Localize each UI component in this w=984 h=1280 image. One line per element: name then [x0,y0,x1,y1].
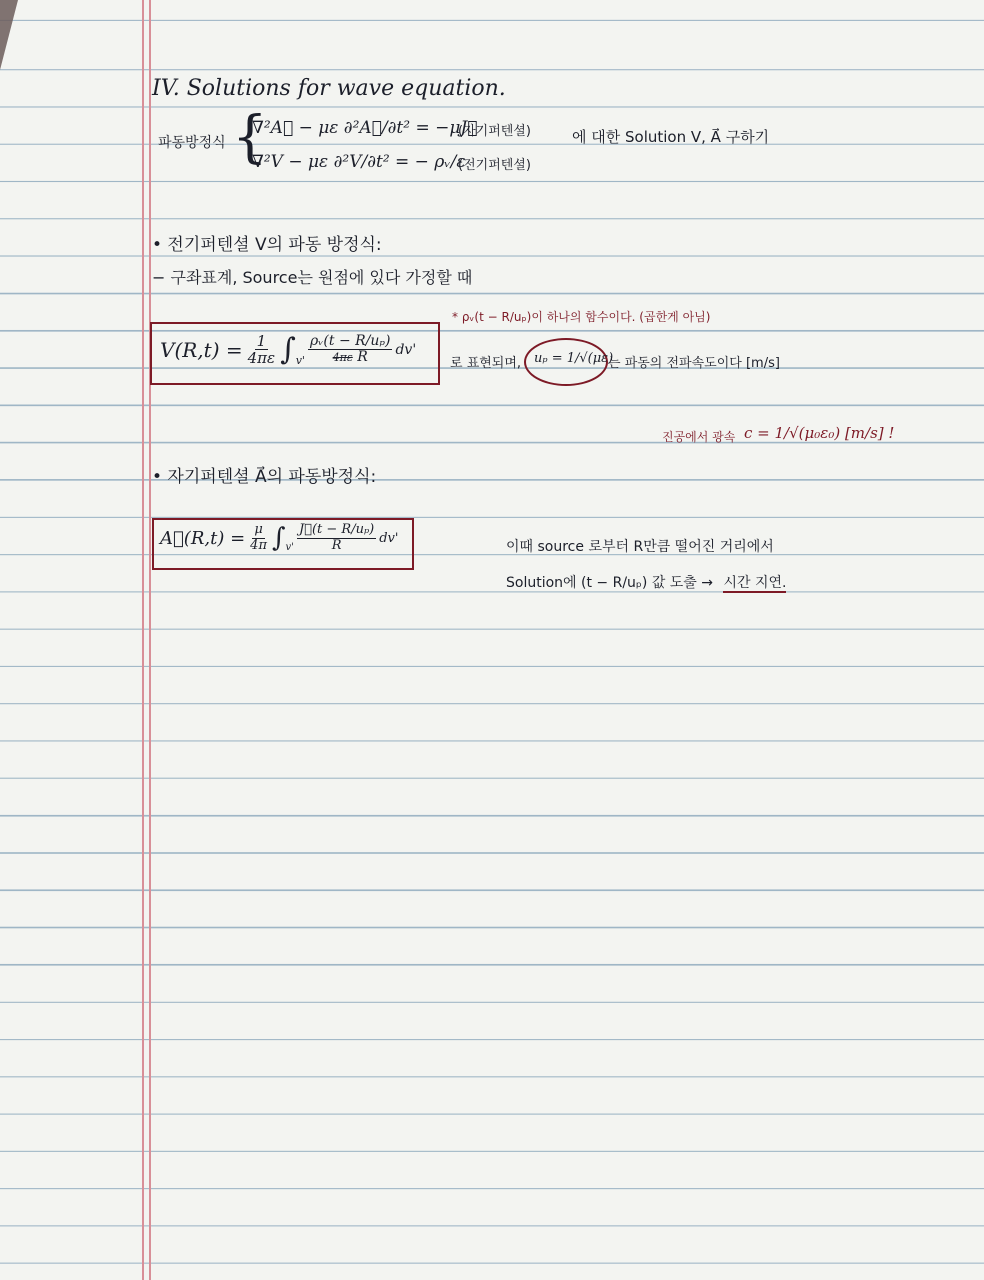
integral-sub: v' [295,354,305,367]
formula-v-dv: dv' [395,341,417,358]
page-corner-shadow [0,0,18,70]
struck-term: 4πε [332,351,353,364]
section-a-note-2-pre: Solution에 (t − R/uₚ) 값 도출 → [506,575,714,591]
expressed-as: 로 표현되며, [450,356,522,371]
formula-v [160,332,416,367]
formula-v-frac [308,334,393,366]
formula-v-num: ρᵥ(t − R/uₚ) [309,332,391,349]
heading: IV. Solutions for wave equation. [152,76,506,101]
section-a-note-2 [506,572,786,592]
formula-v-den: R [357,349,368,365]
section-v-title: • 전기퍼텐셜 V의 파동 방정식: [152,235,382,255]
formula-a-dv: dv' [379,530,399,546]
formula-v-lhs: V(R,t) = [160,337,243,362]
formula-a [160,523,398,553]
formula-v-den-wrap [331,350,370,365]
formula-v-coef-den: 4πε [247,349,276,367]
formula-v-coef-num: 1 [256,331,267,350]
wave-eq-1-note: (자기퍼텐셜) [458,124,531,139]
formula-a-coef-den: 4π [250,537,267,553]
margin-line-left [142,0,144,1280]
integral-sub-a: v' [285,542,294,553]
formula-v-coef [246,333,277,367]
wave-eq-2-note: (전기퍼텐셜) [458,158,531,173]
wave-eq-1: ∇²A⃗ − με ∂²A⃗/∂t² = −μJ⃗ [252,118,478,138]
section-a-title: • 자기퍼텐셜 A⃗의 파동방정식: [152,467,377,487]
section-v-sub: − 구좌표계, Source는 원점에 있다 가정할 때 [152,268,473,287]
formula-a-coef [248,523,269,553]
light-speed-expr: c = 1/√(μ₀ε₀) [m/s] ! [744,424,895,442]
up-expression: uₚ = 1/√(με) [534,351,614,366]
wave-eq-2: ∇²V − με ∂²V/∂t² = − ρᵥ/ε [252,152,466,172]
red-note-function: * ρᵥ(t − R/uₚ)이 하나의 함수이다. (곱한게 아님) [452,310,711,324]
time-delay-text: 시간 지연. [723,575,787,591]
formula-a-frac [297,523,376,553]
wave-eq-goal: 에 대한 Solution V, A⃗ 구하기 [572,128,770,146]
section-a-note-1: 이때 source 로부터 R만큼 떨어진 거리에서 [506,539,774,555]
integral-sign: ∫ [280,332,296,367]
up-description: 는 파동의 전파속도이다 [m/s] [608,356,780,371]
integral-sign-a: ∫ [272,523,286,553]
formula-a-lhs: A⃗(R,t) = [160,527,246,549]
wave-eq-label: 파동방정식 [158,135,226,151]
margin-line-right [149,0,151,1280]
light-speed-label: 진공에서 광속 [662,430,736,444]
formula-a-num: J⃗(t − R/uₚ) [298,522,375,538]
formula-a-coef-num: μ [254,522,263,538]
formula-a-den: R [331,537,342,553]
system-brace: { [232,105,268,170]
